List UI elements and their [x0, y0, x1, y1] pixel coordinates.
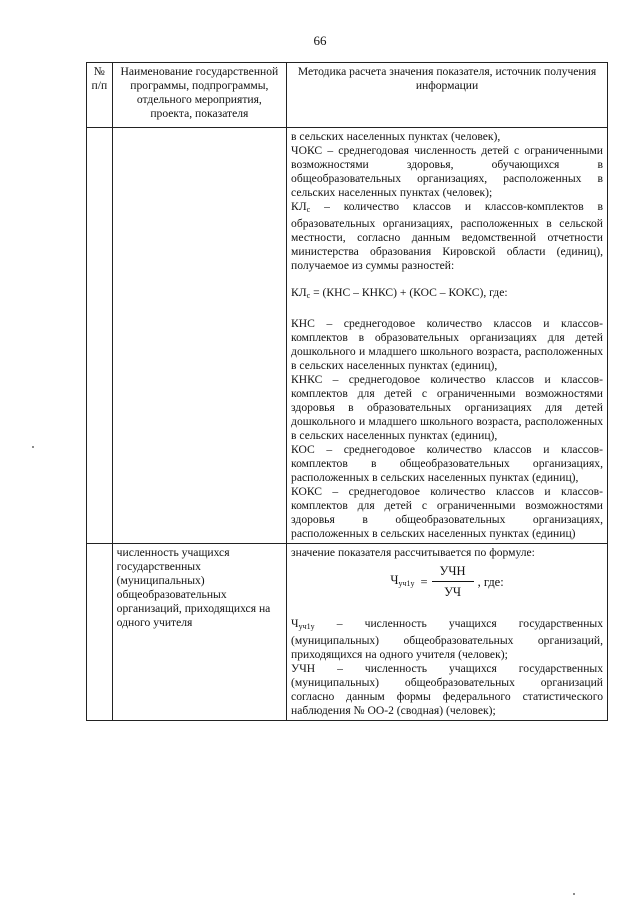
formula-lhs-symbol: Ч [390, 572, 399, 587]
row1-paragraph [291, 200, 603, 273]
symbol: КЛ [291, 200, 307, 213]
header-num: № п/п [87, 63, 113, 128]
table-row [87, 544, 608, 721]
symbol-subscript: с [306, 205, 311, 214]
header-method: Методика расчета значения показателя, источник получения информации [287, 63, 608, 128]
formula-text: = (КНС – КНКС) + (КОС – КОКС), где: [310, 286, 508, 299]
symbol-subscript: уч1у [298, 622, 315, 631]
definition-text: – количество классов и классов-комплектов в образовательных организациях, расположенных в сельской местности, согласно данным ведомственной отчетности министерства образования Кировской области (единиц), получаемое из суммы разностей: [291, 200, 603, 272]
row1-paragraph: в сельских населенных пунктах (человек), [291, 130, 501, 143]
row1-num [87, 128, 113, 544]
row1-paragraph: КОС – среднегодовое количество классов и классов-комплектов в общеобразовательных организациях, расположенных в сельских населенных пунктах (единиц), [291, 443, 603, 484]
fraction-numerator: УЧН [432, 564, 474, 582]
indicator-table [86, 62, 608, 721]
row2-paragraph: значение показателя рассчитывается по формуле: [291, 546, 535, 559]
table-row [87, 128, 608, 544]
row1-paragraph: ЧОКС – среднегодовая численность детей с ограниченными возможностями здоровья, обучающихся в общеобразовательных организациях, расположенных в сельских населенных пунктах (человек); [291, 144, 603, 199]
table-header-row [87, 63, 608, 128]
row2-name: численность учащихся государственных (муниципальных) общеобразовательных организаций, приходящихся на одного учителя [112, 544, 286, 721]
scan-speck [573, 893, 575, 895]
formula-symbol: КЛ [291, 286, 307, 299]
row2-method [287, 544, 608, 721]
fraction [432, 564, 474, 599]
formula-subscript: с [306, 291, 311, 300]
symbol: Ч [291, 617, 299, 630]
formula [291, 286, 603, 303]
scan-speck [32, 446, 34, 448]
row2-num [87, 544, 113, 721]
row1-name [112, 128, 286, 544]
formula-tail: , где: [477, 574, 504, 589]
fraction-formula [291, 564, 603, 599]
row1-method [287, 128, 608, 544]
fraction-denominator: УЧ [444, 585, 462, 599]
page-number: 66 [313, 33, 327, 48]
definition-text: – численность учащихся государственных (муниципальных) общеобразовательных организаций, приходящихся на одного учителя (человек); [291, 617, 603, 661]
formula-equals: = [420, 574, 428, 589]
header-name: Наименование государственной программы, подпрограммы, отдельного мероприятия, проекта, показателя [112, 63, 286, 128]
row1-paragraph: КНС – среднегодовое количество классов и классов-комплектов в образовательных организациях для детей дошкольного и младшего школьного возраста, расположенных в сельских населенных пунктах (единиц), [291, 317, 603, 372]
formula-lhs [390, 573, 414, 591]
row2-paragraph [291, 617, 603, 662]
row2-paragraph: УЧН – численность учащихся государственных (муниципальных) общеобразовательных организаций согласно данным формы федерального статистического наблюдения № ОО-2 (сводная) (человек); [291, 662, 603, 717]
row1-paragraph: КОКС – среднегодовое количество классов и классов-комплектов для детей с ограниченными возможностями здоровья в общеобразовательных организациях, расположенных в сельских населенных пунктах (единиц) [291, 485, 603, 540]
formula-lhs-subscript: уч1у [398, 578, 415, 588]
row1-paragraph: КНКС – среднегодовое количество классов и классов-комплектов для детей с ограниченными возможностями здоровья в образовательных организациях для детей дошкольного и младшего школьного возраста, расположенных в сельских населенных пунктах (единиц), [291, 373, 603, 442]
